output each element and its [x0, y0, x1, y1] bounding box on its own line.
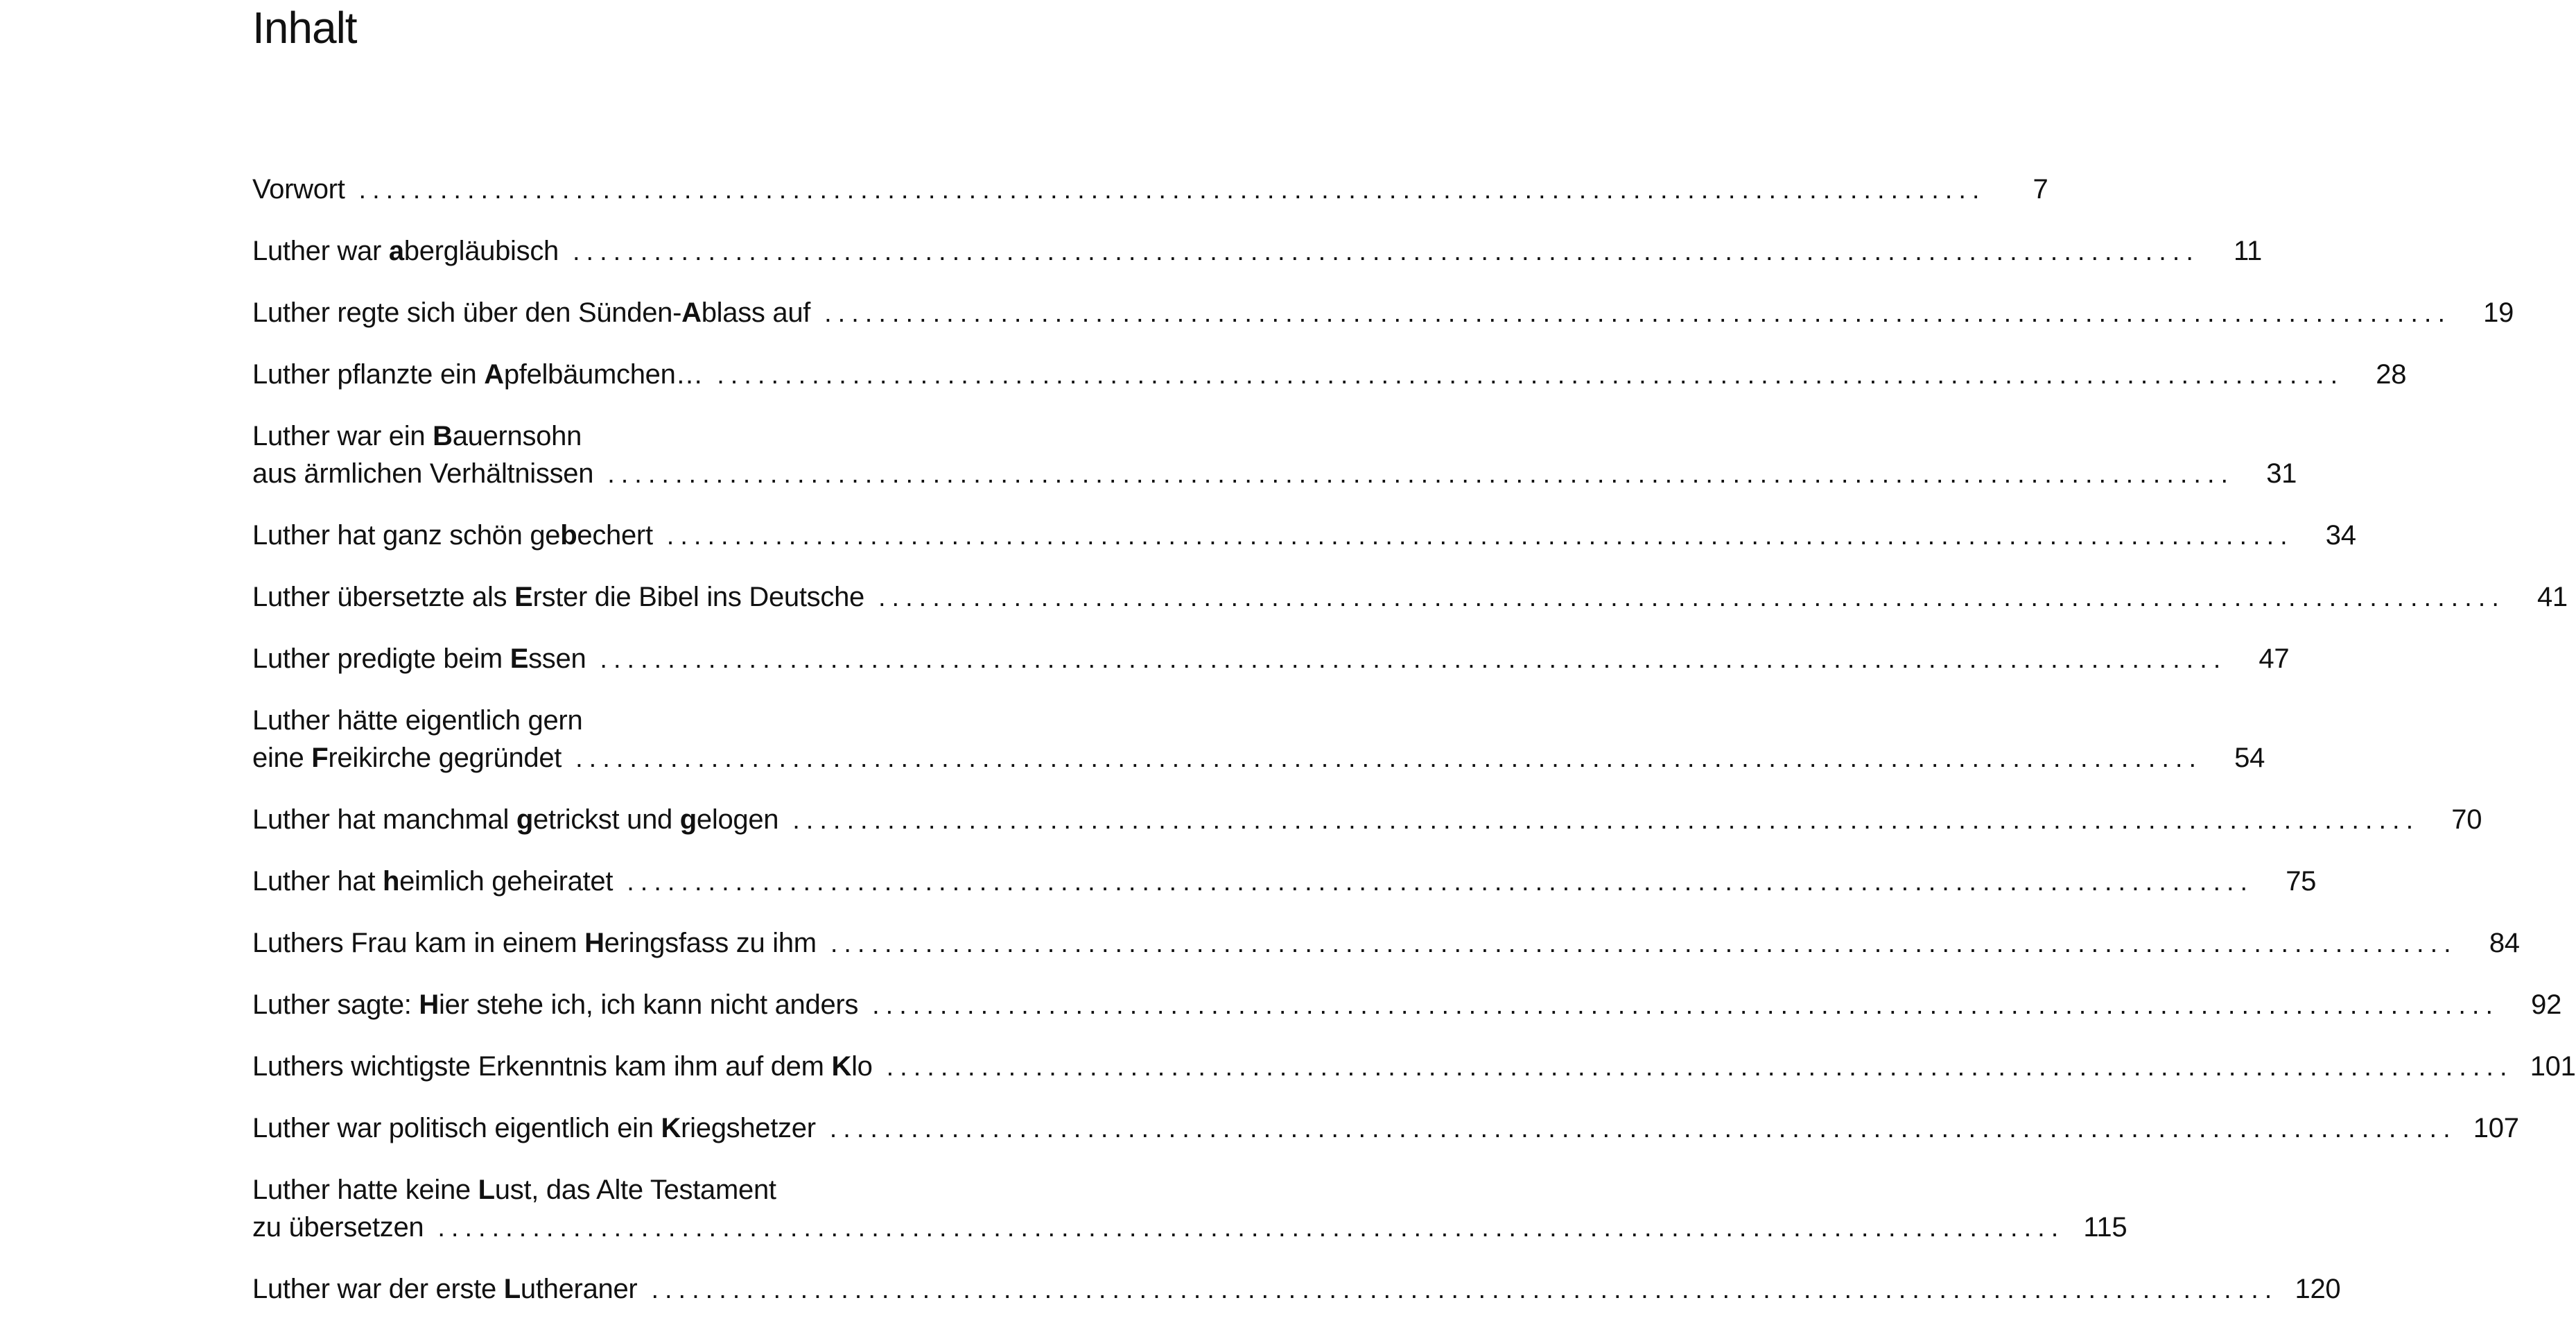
dot-leader: ........................................................................................................................ [358, 175, 1986, 205]
dot-leader: ........................................................................................................................ [717, 361, 2344, 390]
toc-page-number: 70 [2451, 804, 2482, 835]
toc-entry-title: Luther hat heimlich geheiratet [252, 866, 613, 897]
dot-leader: ........................................................................................................................ [627, 867, 2254, 897]
dot-leader: ........................................................................................................................ [878, 583, 2505, 612]
toc-page-number: 7 [2033, 174, 2048, 205]
toc-page-number: 84 [2489, 928, 2520, 958]
highlight-letter: H [419, 989, 440, 1020]
highlight-letter: a [388, 236, 404, 266]
table-of-contents [252, 171, 2576, 1332]
toc-page-number: 54 [2234, 743, 2265, 773]
toc-entry[interactable] [252, 1109, 2519, 1147]
toc-page-number: 75 [2286, 866, 2317, 897]
toc-entry-title: eine Freikirche gegründet [252, 743, 562, 773]
toc-entry-title: Luther hat manchmal getrickst und gelogen [252, 804, 779, 835]
dot-leader: ........................................................................................................................ [600, 645, 2227, 674]
highlight-letter: g [516, 804, 534, 835]
toc-entry-title: Luthers Frau kam in einem Heringsfass zu ihm [252, 928, 817, 958]
toc-entry[interactable] [252, 1048, 2576, 1085]
toc-page-number: 34 [2325, 520, 2356, 551]
highlight-letter: F [311, 743, 329, 773]
dot-leader: ........................................................................................................................ [792, 806, 2420, 835]
toc-entry[interactable] [252, 517, 2356, 554]
toc-page-number: 92 [2531, 989, 2562, 1020]
toc-entry-title: aus ärmlichen Verhältnissen [252, 458, 594, 489]
toc-page-number: 31 [2266, 458, 2297, 489]
dot-leader: ........................................................................................................................ [830, 929, 2457, 958]
highlight-letter: b [560, 520, 577, 551]
toc-entry-title: Luther war der erste Lutheraner [252, 1274, 638, 1304]
toc-entry-title: Luther hat ganz schön gebechert [252, 520, 653, 551]
dot-leader: ........................................................................................................................ [607, 460, 2235, 489]
highlight-letter: A [484, 359, 504, 390]
highlight-letter: A [681, 297, 702, 328]
toc-entry-title: Luther pflanzte ein Apfelbäumchen… [252, 359, 704, 390]
highlight-letter: g [679, 804, 697, 835]
toc-page-number: 19 [2483, 297, 2514, 328]
toc-entry[interactable] [252, 702, 2265, 777]
toc-entry[interactable] [252, 356, 2407, 393]
toc-entry-title-line: Luther war ein Bauernsohn [252, 421, 582, 451]
toc-page-number: 120 [2295, 1274, 2341, 1304]
toc-entry-title: Luther war politisch eigentlich ein Kriegshetzer [252, 1113, 816, 1143]
toc-entry[interactable] [252, 578, 2568, 616]
toc-entry-title: zu übersetzen [252, 1212, 424, 1243]
toc-entry-title-line: Luther hätte eigentlich gern [252, 705, 583, 736]
toc-page-number: 41 [2536, 582, 2568, 612]
toc-entry-title: Luther regte sich über den Sünden-Ablass auf [252, 297, 811, 328]
highlight-letter: K [831, 1051, 852, 1082]
highlight-letter: E [510, 643, 529, 674]
toc-entry[interactable] [252, 801, 2482, 838]
toc-entry[interactable] [252, 863, 2317, 900]
toc-entry-title: Luther übersetzte als Erster die Bibel ins Deutsche [252, 582, 864, 612]
toc-entry[interactable] [252, 986, 2562, 1023]
highlight-letter: H [584, 928, 604, 958]
toc-page-number: 115 [2083, 1212, 2127, 1243]
page-title: Inhalt [252, 3, 357, 53]
dot-leader: ........................................................................................................................ [572, 237, 2200, 266]
toc-entry-title: Luthers wichtigste Erkenntnis kam ihm auf dem Klo [252, 1051, 873, 1082]
dot-leader: ........................................................................................................................ [872, 991, 2500, 1020]
toc-entry[interactable] [252, 232, 2262, 270]
toc-entry-title: Luther war abergläubisch [252, 236, 559, 266]
toc-entry-title: Vorwort [252, 174, 345, 205]
toc-entry[interactable] [252, 1171, 2127, 1246]
toc-entry[interactable] [252, 924, 2520, 962]
toc-page-number: 11 [2233, 236, 2262, 266]
dot-leader: ........................................................................................................................ [437, 1213, 2065, 1243]
dot-leader: ........................................................................................................................ [829, 1114, 2457, 1143]
toc-page-number: 47 [2259, 643, 2290, 674]
toc-entry-title: Luther sagte: Hier stehe ich, ich kann nicht anders [252, 989, 859, 1020]
toc-page-number: 107 [2473, 1113, 2519, 1143]
dot-leader: ........................................................................................................................ [651, 1275, 2279, 1304]
toc-entry-title-line: Luther hatte keine Lust, das Alte Testament [252, 1175, 776, 1205]
toc-page-number: 28 [2376, 359, 2407, 390]
dot-leader: ........................................................................................................................ [886, 1053, 2514, 1082]
highlight-letter: L [503, 1274, 521, 1304]
highlight-letter: h [382, 866, 400, 897]
dot-leader: ........................................................................................................................ [575, 744, 2203, 773]
highlight-letter: K [661, 1113, 681, 1143]
toc-entry[interactable] [252, 640, 2290, 677]
toc-entry-title: Luther predigte beim Essen [252, 643, 586, 674]
toc-entry[interactable] [252, 171, 2048, 208]
highlight-letter: L [478, 1175, 495, 1205]
dot-leader: ........................................................................................................................ [824, 299, 2452, 328]
dot-leader: ........................................................................................................................ [666, 521, 2294, 551]
toc-entry[interactable] [252, 1270, 2341, 1308]
highlight-letter: B [433, 421, 453, 451]
toc-page-number: 101 [2530, 1051, 2576, 1082]
toc-entry[interactable] [252, 417, 2297, 492]
highlight-letter: E [514, 582, 533, 612]
toc-entry[interactable] [252, 294, 2514, 331]
